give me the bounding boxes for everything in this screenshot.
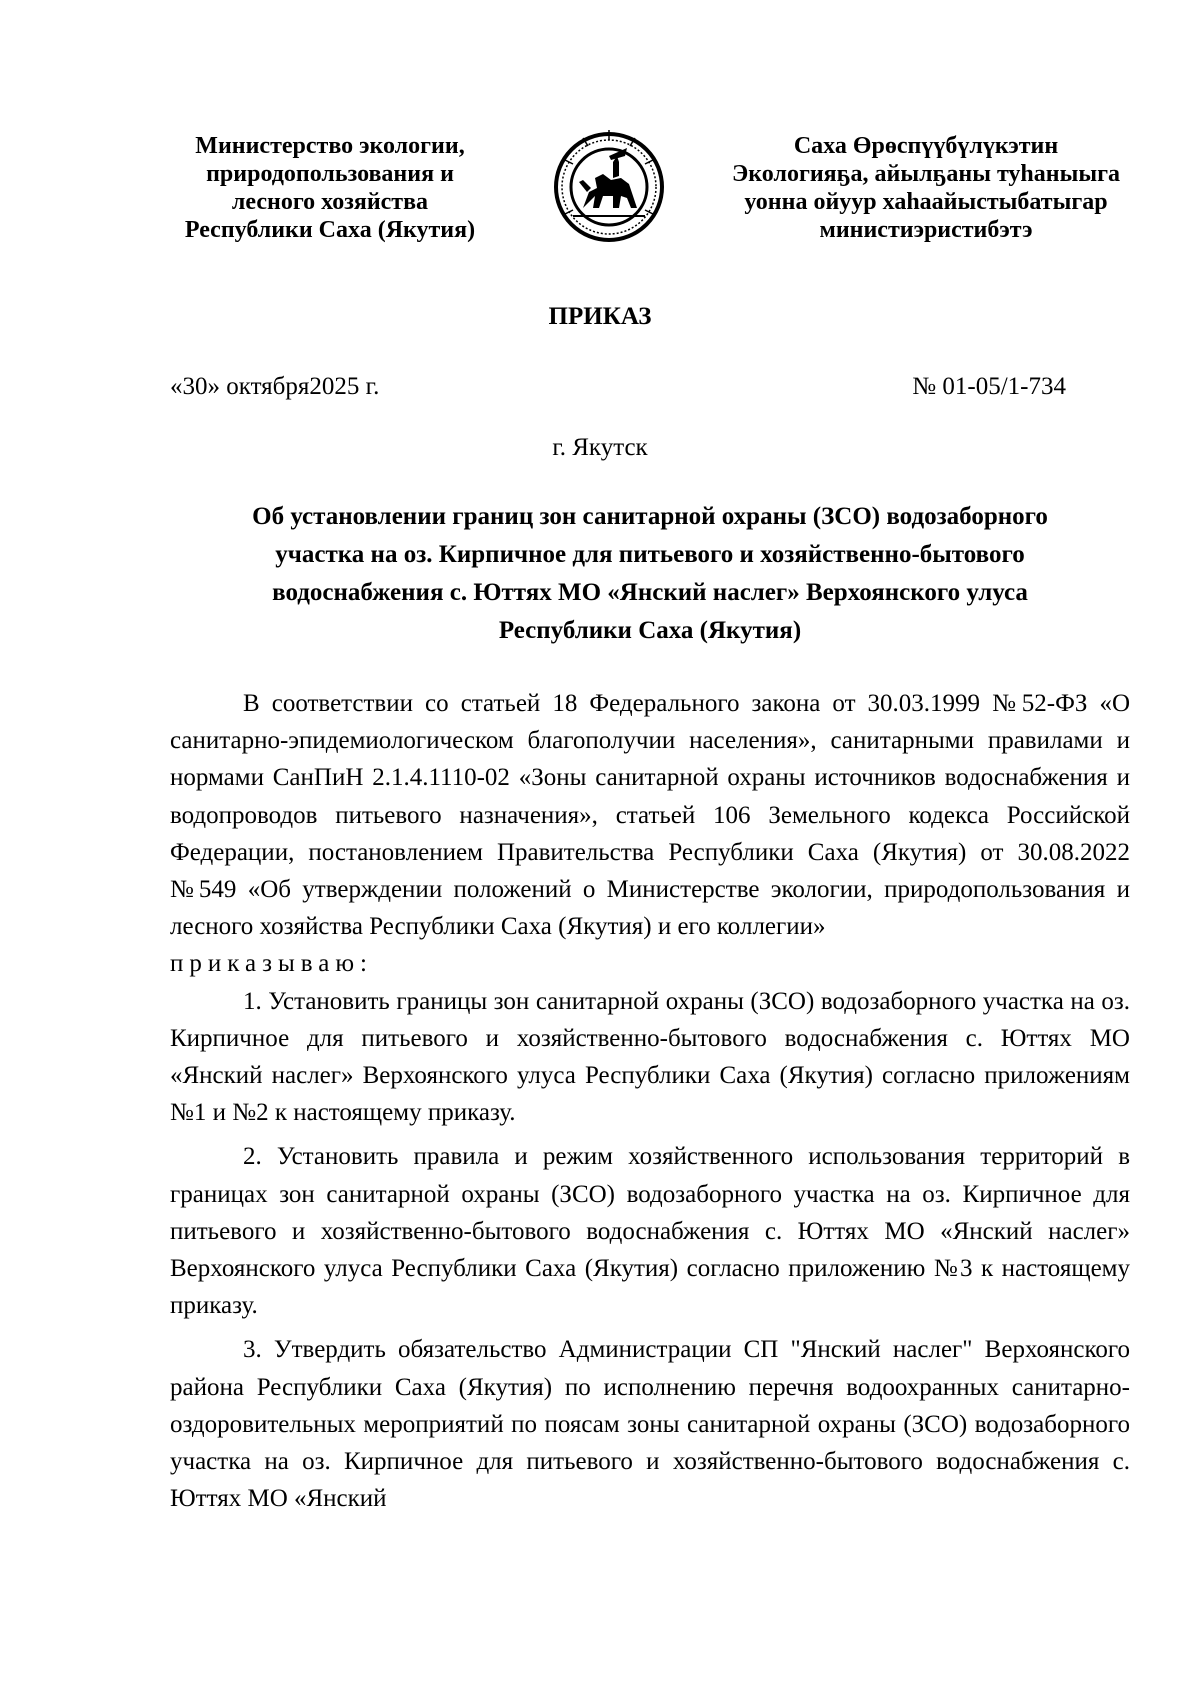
order-number: № 01-05/1-734 (912, 373, 1066, 400)
subject-line: водоснабжения с. Юттях МО «Янский наслег» Верхоянского улуса (272, 579, 1028, 606)
order-word: приказываю: (170, 950, 373, 978)
order-body (170, 685, 1130, 1517)
ministry-name-line: Саха Өрөспүүбүлүкэтин (793, 133, 1059, 159)
ministry-name-line: природопользования и (206, 161, 454, 187)
ministry-name-sakha (716, 132, 1136, 244)
order-date: «30» октября2025 г. (170, 373, 380, 400)
order-item-1: 1. Установить границы зон санитарной охраны (ЗСО) водозаборного участка на оз. Кирпичное для питьевого и хозяйственно-бытового водоснабжения с. Юттях МО «Янский наслег» Верхоянского улуса Республики Саха (Якутия) согласно приложениям №1 и №2 к настоящему приказу. (170, 987, 1130, 1127)
order-item-3: 3. Утвердить обязательство Администрации СП "Янский наслег" Верхоянского района Республики Саха (Якутия) по исполнению перечня водоохранных санитарно-оздоровительных мероприятий по поясам зоны санитарной охраны (ЗСО) водозаборного участка на оз. Кирпичное для питьевого и хозяйственно-бытового водоснабжения с. Юттях МО «Янский (170, 1336, 1130, 1513)
ministry-name-line: Республики Саха (Якутия) (184, 217, 476, 243)
subject-line: Об установлении границ зон санитарной охраны (ЗСО) водозаборного (252, 503, 1048, 530)
order-city: г. Якутск (552, 434, 648, 461)
order-subject (170, 498, 1130, 650)
subject-line: Республики Саха (Якутия) (498, 617, 802, 644)
coat-of-arms-icon (553, 126, 665, 248)
ministry-name-line: лесного хозяйства (231, 189, 429, 215)
ministry-name-line: уонна ойуур хаһаайыстыбатыгар (744, 189, 1108, 215)
ministry-name-line: Министерство экологии, (195, 133, 465, 159)
subject-line: участка на оз. Кирпичное для питьевого и хозяйственно-бытового (275, 541, 1025, 568)
order-item-2: 2. Установить правила и режим хозяйственного использования территорий в границах зон санитарной охраны (ЗСО) водозаборного участка на оз. Кирпичное для питьевого и хозяйственно-бытового водоснабжения с. Юттях МО «Янский наслег» Верхоянского улуса Республики Саха (Якутия) согласно приложению №3 к настоящему приказу. (170, 1143, 1130, 1320)
preamble-paragraph: В соответствии со статьей 18 Федерального закона от 30.03.1999 №52-ФЗ «О санитарно-эпидемиологическом благополучии населения», санитарными правилами и нормами СанПиН 2.1.4.1110-02 «Зоны санитарной охраны источников водоснабжения и водопроводов питьевого назначения», статьей 106 Земельного кодекса Российской Федерации, постановлением Правительства Республики Саха (Якутия) от 30.08.2022 №549 «Об утверждении положений о Министерстве экологии, природопользования и лесного хозяйства Республики Саха (Якутия) и его коллегии» (170, 690, 1130, 941)
ministry-name-line: министиэристибэтэ (819, 217, 1033, 243)
ministry-name-russian (160, 132, 500, 244)
document-title: ПРИКАЗ (548, 303, 652, 330)
ministry-name-line: Экологияҕа, айылҕаны туһаныыга (732, 161, 1120, 187)
